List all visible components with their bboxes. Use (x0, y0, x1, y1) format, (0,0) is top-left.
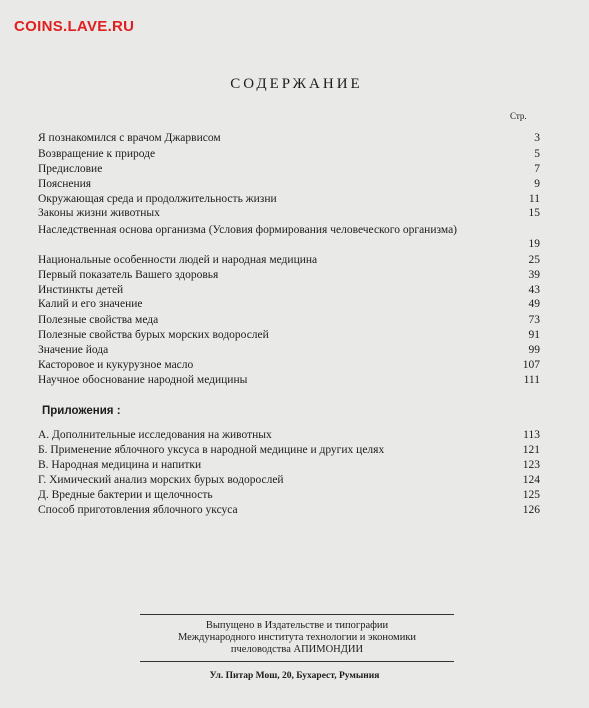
toc-entry-page: 43 (528, 284, 540, 296)
toc-entry (38, 458, 540, 473)
toc-entry-title: Касторовое и кукурузное масло (38, 359, 194, 371)
toc-entry-page: 124 (522, 474, 540, 486)
page-title: СОДЕРЖАНИЕ (230, 76, 363, 92)
toc-entry-title: А. Дополнительные исследования на животных (38, 429, 272, 441)
publisher-address: Ул. Питар Мош, 20, Бухарест, Румыния (209, 671, 380, 681)
toc-entry-title: Предисловие (38, 163, 103, 175)
toc-entry (38, 131, 540, 146)
toc-entry-title: Полезные свойства меда (38, 314, 159, 326)
toc-entry (38, 253, 540, 268)
toc-entry (38, 147, 540, 162)
toc-entry-page: 121 (522, 444, 540, 456)
toc-entry (38, 177, 540, 192)
page-column-header: Стр. (510, 111, 527, 121)
toc-entry (38, 192, 540, 207)
toc-entry (38, 223, 540, 253)
toc-entry-page: 123 (522, 459, 540, 471)
toc-entry-page: 91 (528, 329, 540, 341)
toc-entry (38, 268, 540, 283)
toc-entry-title: Б. Применение яблочного уксуса в народной медицине и других целях (38, 444, 385, 456)
toc-entry-title: Инстинкты детей (38, 284, 124, 296)
toc-entry-title: Полезные свойства бурых морских водорослей (38, 329, 269, 341)
toc-entry (38, 373, 540, 388)
toc-entry-page: 73 (528, 314, 540, 326)
toc-entry-title: Калий и его значение (38, 298, 143, 310)
toc-entry-page: 49 (528, 298, 540, 310)
toc-entry-title: Первый показатель Вашего здоровья (38, 269, 219, 281)
appendix-heading: Приложения : (42, 405, 121, 417)
toc-entry-title: Значение йода (38, 344, 109, 356)
toc-entry-page: 3 (534, 132, 540, 144)
imprint-line: Международного института технологии и экономики (177, 632, 417, 643)
toc-entry (38, 473, 540, 488)
toc-entry-title: Возвращение к природе (38, 148, 156, 160)
toc-entry-page: 125 (522, 489, 540, 501)
toc-entry-page: 11 (528, 193, 540, 205)
toc-entry (38, 343, 540, 358)
site-watermark: COINS.LAVE.RU (14, 18, 135, 35)
toc-entry (38, 328, 540, 343)
toc-entry-title: Наследственная основа организма (Условия формирования человеческого организма) (38, 224, 458, 236)
toc-entry-page: 5 (534, 148, 540, 160)
toc-entry-page: 9 (534, 178, 540, 190)
toc-entry-title: Национальные особенности людей и народная медицина (38, 254, 318, 266)
toc-entry-page: 19 (528, 238, 540, 250)
toc-entry-page: 126 (522, 504, 540, 516)
toc-entry-title: Окружающая среда и продолжительность жизни (38, 193, 277, 205)
toc-entry-title: Законы жизни животных (38, 207, 160, 219)
toc-entry-page: 7 (534, 163, 540, 175)
toc-entry (38, 206, 540, 221)
toc-entry (38, 283, 540, 298)
toc-entry-page: 25 (528, 254, 540, 266)
imprint-line: Выпущено в Издательстве и типографии (205, 620, 389, 631)
toc-entry-page: 107 (522, 359, 540, 371)
toc-entry-title: Я познакомился с врачом Джарвисом (38, 132, 221, 144)
toc-entry-title: Способ приготовления яблочного уксуса (38, 504, 238, 516)
toc-entry (38, 313, 540, 328)
toc-entry-page: 39 (528, 269, 540, 281)
toc-entry (38, 503, 540, 518)
toc-entry-page: 99 (528, 344, 540, 356)
toc-entry (38, 443, 540, 458)
toc-entry (38, 428, 540, 443)
toc-entry-title: Научное обоснование народной медицины (38, 374, 248, 386)
toc-entry-page: 111 (523, 374, 540, 386)
toc-entry-page: 15 (528, 207, 540, 219)
toc-entry (38, 297, 540, 312)
imprint-block (140, 614, 454, 662)
toc-entry-title: В. Народная медицина и напитки (38, 459, 202, 471)
toc-entry (38, 488, 540, 503)
toc-entry-page: 113 (523, 429, 540, 441)
toc-entry-title: Д. Вредные бактерии и щелочность (38, 489, 213, 501)
toc-entry-title: Пояснения (38, 178, 92, 190)
imprint-line: пчеловодства АПИМОНДИИ (230, 644, 364, 655)
toc-entry (38, 358, 540, 373)
toc-entry (38, 162, 540, 177)
toc-entry-title: Г. Химический анализ морских бурых водорослей (38, 474, 284, 486)
